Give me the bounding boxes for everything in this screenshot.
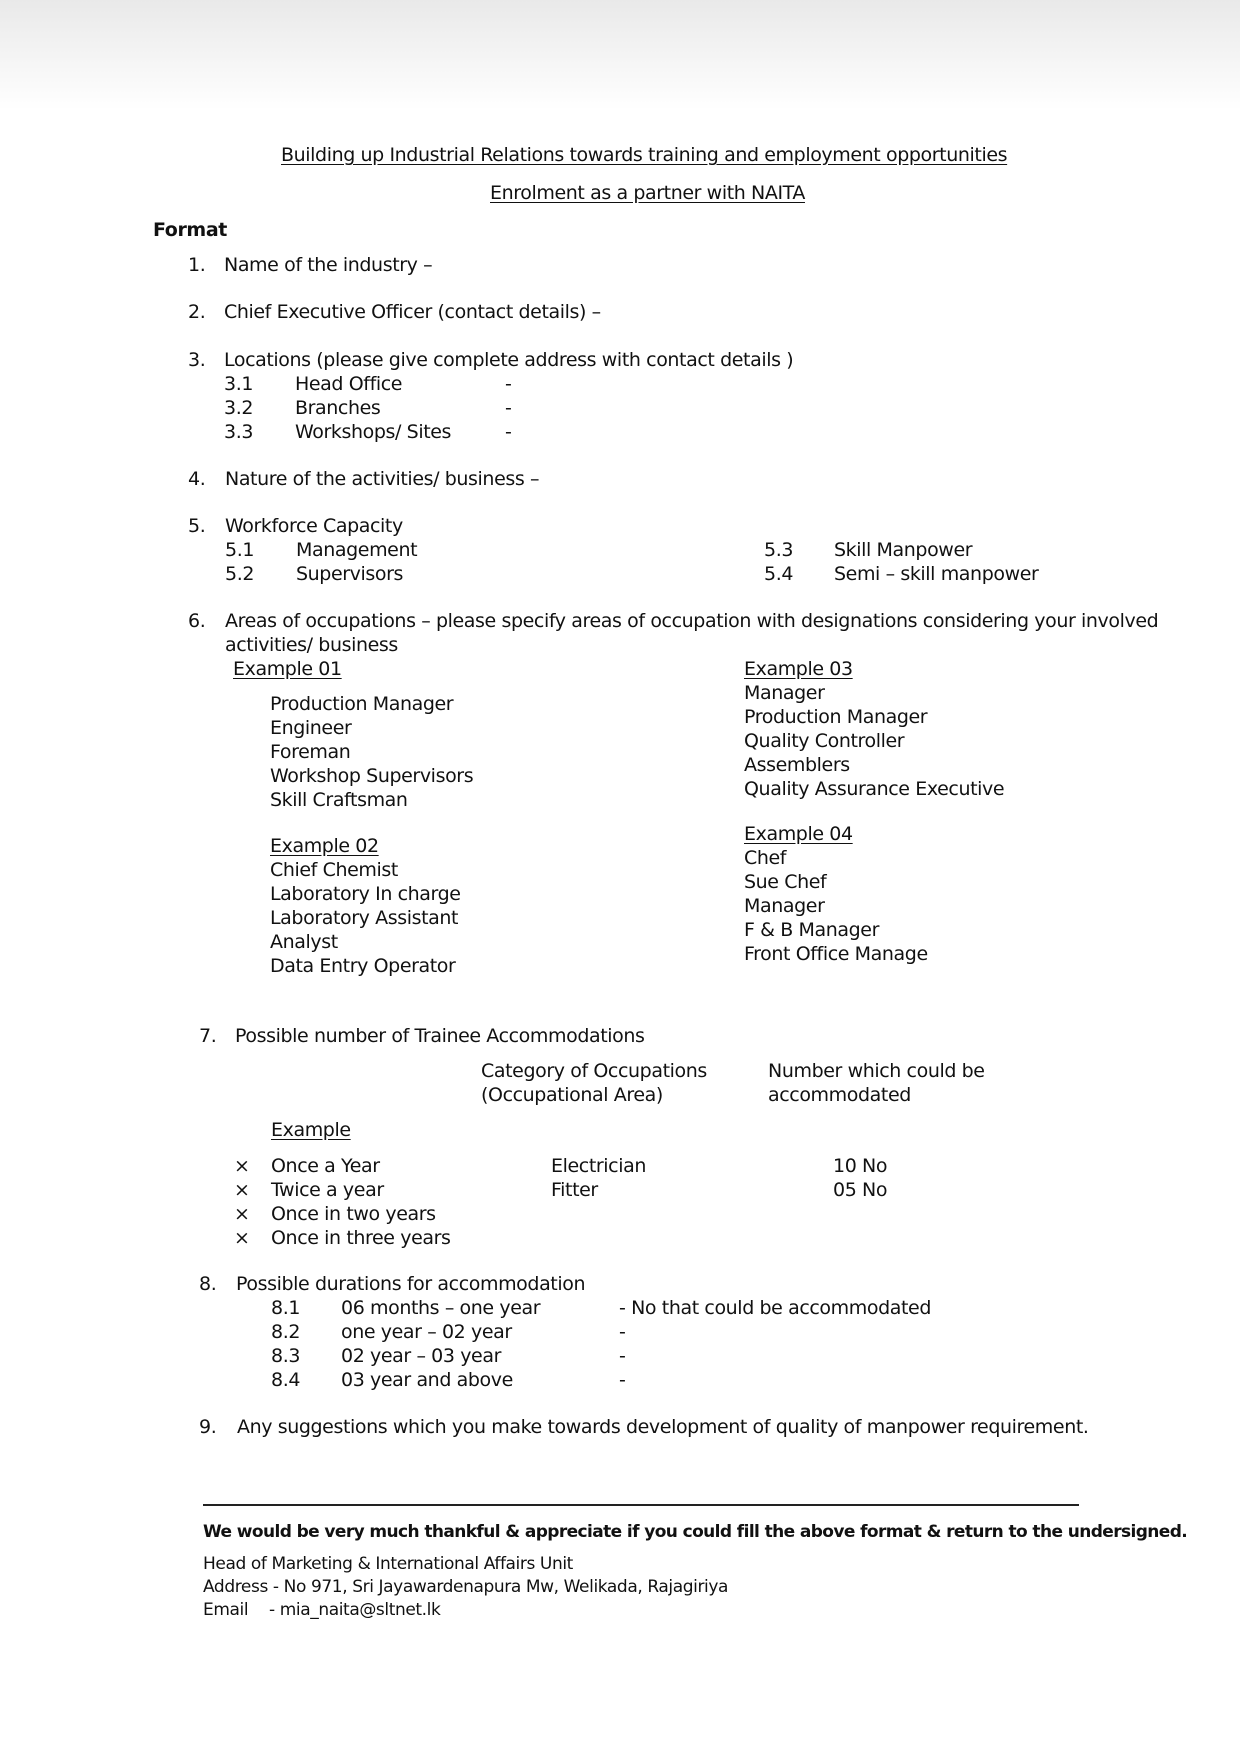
- scan-shading: [0, 0, 1240, 110]
- example-02-title: Example 02: [270, 835, 379, 857]
- item-3-text: Locations (please give complete address with contact details ): [224, 349, 794, 371]
- item-3-2-dash: -: [505, 397, 512, 419]
- example-04-item: F & B Manager: [744, 919, 879, 941]
- frequency-label: Once a Year: [271, 1155, 380, 1177]
- item-7-text: Possible number of Trainee Accommodations: [235, 1025, 645, 1047]
- item-4-number: 4.: [188, 468, 206, 490]
- item-5-3-number: 5.3: [764, 539, 794, 561]
- example-02-item: Laboratory Assistant: [270, 907, 459, 929]
- example-01-item: Skill Craftsman: [270, 789, 408, 811]
- example-03-item: Quality Assurance Executive: [744, 778, 1005, 800]
- example-03-item: Assemblers: [744, 754, 850, 776]
- example-01-item: Foreman: [270, 741, 351, 763]
- example-02-item: Analyst: [270, 931, 338, 953]
- col-header-category-line2: (Occupational Area): [481, 1084, 663, 1106]
- item-3-1-label: Head Office: [295, 373, 403, 395]
- item-5-4-label: Semi – skill manpower: [834, 563, 1039, 585]
- occupation-value: Fitter: [551, 1179, 598, 1201]
- item-1-text: Name of the industry –: [224, 254, 433, 276]
- frequency-label: Once in three years: [271, 1227, 451, 1249]
- item-8-4-number: 8.4: [271, 1369, 301, 1391]
- item-3-1-dash: -: [505, 373, 512, 395]
- item-4-text: Nature of the activities/ business –: [225, 468, 540, 490]
- footer-divider: [203, 1504, 1079, 1506]
- item-8-3-label: 02 year – 03 year: [341, 1345, 501, 1367]
- example-02-item: Data Entry Operator: [270, 955, 456, 977]
- item-6-number: 6.: [188, 610, 206, 632]
- item-8-2-number: 8.2: [271, 1321, 301, 1343]
- item-8-1-number: 8.1: [271, 1297, 301, 1319]
- item-2-text: Chief Executive Officer (contact details) –: [224, 301, 601, 323]
- item-3-3-label: Workshops/ Sites: [295, 421, 452, 443]
- example-03-item: Quality Controller: [744, 730, 905, 752]
- item-8-text: Possible durations for accommodation: [236, 1273, 586, 1295]
- item-9-number: 9.: [199, 1416, 217, 1438]
- format-label: Format: [153, 219, 227, 241]
- example-01-item: Workshop Supervisors: [270, 765, 474, 787]
- item-3-2-number: 3.2: [224, 397, 254, 419]
- item-6-text-line1: Areas of occupations – please specify areas of occupation with designations considering your involved: [225, 610, 1159, 632]
- col-header-category-line1: Category of Occupations: [481, 1060, 707, 1082]
- item-3-1-number: 3.1: [224, 373, 254, 395]
- bullet-icon: ×: [234, 1227, 250, 1249]
- example-04-item: Sue Chef: [744, 871, 827, 893]
- page-subtitle: Enrolment as a partner with NAITA: [490, 182, 805, 204]
- example-02-item: Laboratory In charge: [270, 883, 461, 905]
- example-04-title: Example 04: [744, 823, 853, 845]
- example-04-item: Manager: [744, 895, 825, 917]
- item-2-number: 2.: [188, 301, 206, 323]
- item-3-3-dash: -: [505, 421, 512, 443]
- page-title: Building up Industrial Relations towards training and employment opportunities: [281, 144, 1008, 166]
- item-9-text: Any suggestions which you make towards development of quality of manpower requirement.: [237, 1416, 1089, 1438]
- item-8-4-label: 03 year and above: [341, 1369, 513, 1391]
- item-7-number: 7.: [199, 1025, 217, 1047]
- example-02-item: Chief Chemist: [270, 859, 398, 881]
- item-5-4-number: 5.4: [764, 563, 794, 585]
- frequency-label: Twice a year: [271, 1179, 384, 1201]
- number-value: 05 No: [833, 1179, 888, 1201]
- item-6-text-line2: activities/ business: [225, 634, 398, 656]
- example-label: Example: [271, 1119, 351, 1141]
- item-3-2-label: Branches: [295, 397, 381, 419]
- example-04-item: Chef: [744, 847, 787, 869]
- item-5-number: 5.: [188, 515, 206, 537]
- bullet-icon: ×: [234, 1155, 250, 1177]
- item-8-2-label: one year – 02 year: [341, 1321, 512, 1343]
- item-5-3-label: Skill Manpower: [834, 539, 973, 561]
- item-5-1-number: 5.1: [225, 539, 255, 561]
- item-1-number: 1.: [188, 254, 206, 276]
- item-8-1-note: - No that could be accommodated: [619, 1297, 931, 1319]
- example-04-item: Front Office Manage: [744, 943, 928, 965]
- example-03-title: Example 03: [744, 658, 853, 680]
- example-01-item: Production Manager: [270, 693, 454, 715]
- item-5-1-label: Management: [296, 539, 418, 561]
- item-5-text: Workforce Capacity: [225, 515, 403, 537]
- occupation-value: Electrician: [551, 1155, 646, 1177]
- example-03-item: Manager: [744, 682, 825, 704]
- frequency-label: Once in two years: [271, 1203, 436, 1225]
- example-01-item: Engineer: [270, 717, 352, 739]
- item-5-2-label: Supervisors: [296, 563, 404, 585]
- bullet-icon: ×: [234, 1179, 250, 1201]
- example-03-item: Production Manager: [744, 706, 928, 728]
- example-01-title: Example 01: [233, 658, 342, 680]
- item-8-2-note: -: [619, 1321, 626, 1343]
- footer-unit: Head of Marketing & International Affairs Unit: [203, 1554, 573, 1574]
- number-value: 10 No: [833, 1155, 888, 1177]
- item-8-3-number: 8.3: [271, 1345, 301, 1367]
- item-8-3-note: -: [619, 1345, 626, 1367]
- footer-note: We would be very much thankful & appreciate if you could fill the above format & return to the undersigned.: [203, 1522, 1188, 1542]
- item-3-number: 3.: [188, 349, 206, 371]
- item-8-1-label: 06 months – one year: [341, 1297, 541, 1319]
- col-header-number-line1: Number which could be: [768, 1060, 985, 1082]
- col-header-number-line2: accommodated: [768, 1084, 911, 1106]
- bullet-icon: ×: [234, 1203, 250, 1225]
- footer-address: Address - No 971, Sri Jayawardenapura Mw, Welikada, Rajagiriya: [203, 1577, 729, 1597]
- footer-email: - mia_naita@sltnet.lk: [269, 1600, 441, 1620]
- item-8-4-note: -: [619, 1369, 626, 1391]
- item-8-number: 8.: [199, 1273, 217, 1295]
- footer-email-label: Email: [203, 1600, 249, 1620]
- item-3-3-number: 3.3: [224, 421, 254, 443]
- item-5-2-number: 5.2: [225, 563, 255, 585]
